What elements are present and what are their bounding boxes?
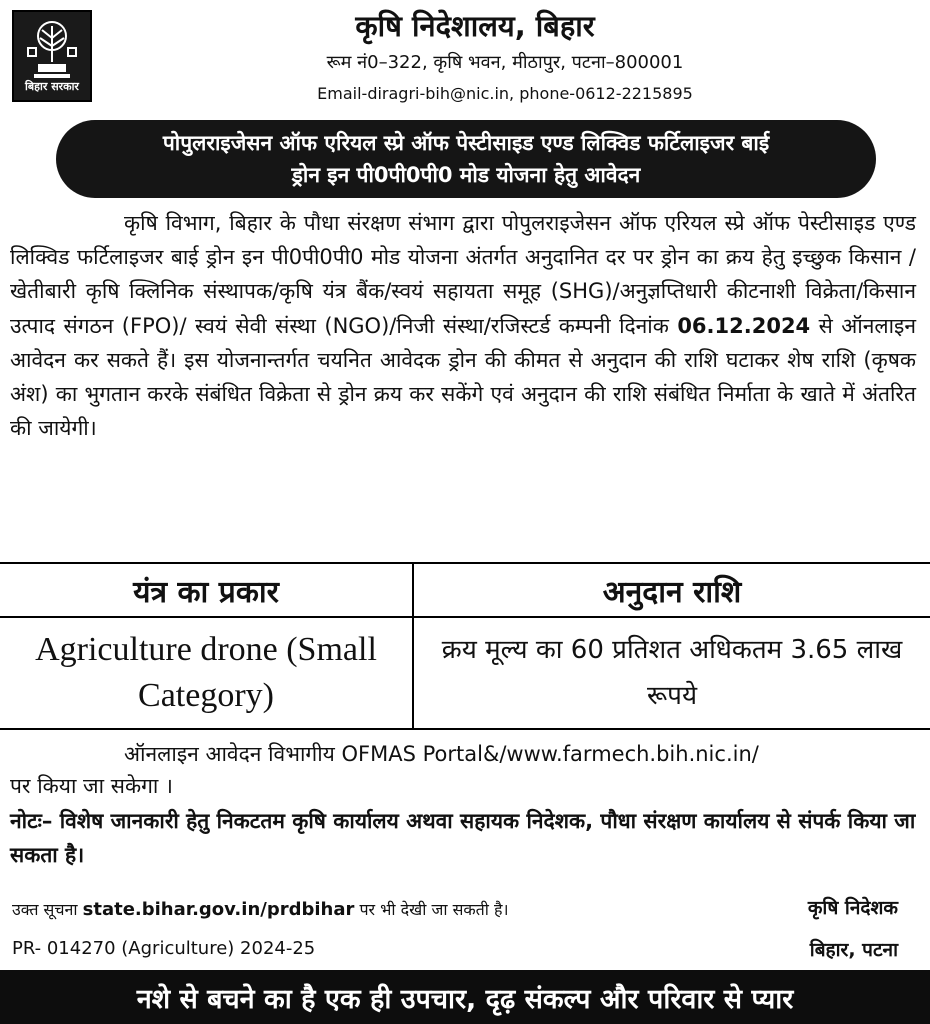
online-note-line-1: ऑनलाइन आवेदन विभागीय OFMAS Portal&/www.farmech.bih.nic.in/: [124, 742, 759, 766]
organization-title: कृषि निदेशालय, बिहार: [355, 9, 595, 43]
info-website-link[interactable]: state.bihar.gov.in/prdbihar: [82, 899, 355, 920]
table-row: [0, 618, 930, 728]
anti-drug-slogan: नशे से बचने का है एक ही उपचार, दृढ़ संकल्प और परिवार से प्यार: [0, 970, 930, 1024]
info-availability: [12, 898, 509, 920]
column-header-equipment-type: यंत्र का प्रकार: [0, 564, 414, 616]
contact-note: नोटः– विशेष जानकारी हेतु निकटतम कृषि कार्यालय अथवा सहायक निदेशक, पौधा संरक्षण कार्यालय से संपर्क किया जा सकता है।: [10, 809, 916, 867]
heading-line-2: ड्रोन इन पी0पी0पी0 मोड योजना हेतु आवेदन: [291, 163, 641, 187]
online-application-note: [10, 738, 916, 802]
header: [0, 0, 930, 112]
organization-address: रूम नं0–322, कृषि भवन, मीठापुर, पटना–800001: [326, 52, 684, 73]
column-header-subsidy-amount: अनुदान राशि: [602, 574, 742, 610]
description-paragraph: [10, 206, 916, 445]
signatory-title: कृषि निदेशक: [807, 897, 898, 919]
subsidy-table: [0, 562, 930, 730]
table-header-row: [0, 564, 930, 618]
signatory-place: बिहार, पटना: [809, 939, 898, 961]
organization-contact: Email-diragri-bih@nic.in, phone-0612-2215895: [317, 84, 693, 103]
subsidy-amount-cell: क्रय मूल्य का 60 प्रतिशत अधिकतम 3.65 लाख रूपये: [441, 635, 903, 711]
scheme-heading-banner: [56, 120, 876, 198]
equipment-type-cell: Agriculture drone (Small Category): [0, 618, 414, 728]
info-prefix: उक्त सूचना: [12, 900, 83, 919]
heading-line-1: पोपुलराइजेसन ऑफ एरियल स्प्रे ऑफ पेस्टीसाइड एण्ड लिक्विड फर्टिलाइजर बाई: [162, 131, 770, 155]
application-date: 06.12.2024: [677, 313, 811, 338]
logo-text: बिहार सरकार: [25, 80, 79, 93]
description-text-part-2: से ऑनलाइन आवेदन कर सकते हैं। इस योजनान्तर्गत चयनित आवेदक ड्रोन की कीमत से अनुदान की राशि घटाकर शेष राशि (कृषक अंश) का भुगतान करके संबंधित विक्रेता से ड्रोन क्रय कर सकेंगे एवं अनुदान की राशि संबंधित निर्माता के खाते में अंतरित की जायेगी।: [10, 313, 917, 441]
scheme-description: [10, 206, 916, 445]
online-note-line-2: पर किया जा सकेगा ।: [10, 774, 173, 798]
pr-number: PR- 014270 (Agriculture) 2024-25: [12, 938, 316, 959]
info-suffix: पर भी देखी जा सकती है।: [354, 900, 509, 919]
description-text-part-1: कृषि विभाग, बिहार के पौधा संरक्षण संभाग द्वारा पोपुलराइजेसन ऑफ एरियल स्प्रे ऑफ पेस्टीसाइड एण्ड लिक्विड फर्टिलाइजर बाई ड्रोन इन पी0पी0पी0 मोड योजना अंतर्गत अनुदानित दर पर ड्रोन का क्रय हेतु इच्छुक किसान /खेतीबारी कृषि क्लिनिक संस्थापक/कृषि यंत्र बैंक/स्वयं सहायता समूह (SHG)/अनुज्ञप्तिधारी कीटनाशी विक्रेता/किसान उत्पाद संगठन (FPO)/ स्वयं सेवी संस्था (NGO)/निजी संस्था/रजिस्टर्ड कम्पनी दिनांक: [10, 211, 916, 338]
